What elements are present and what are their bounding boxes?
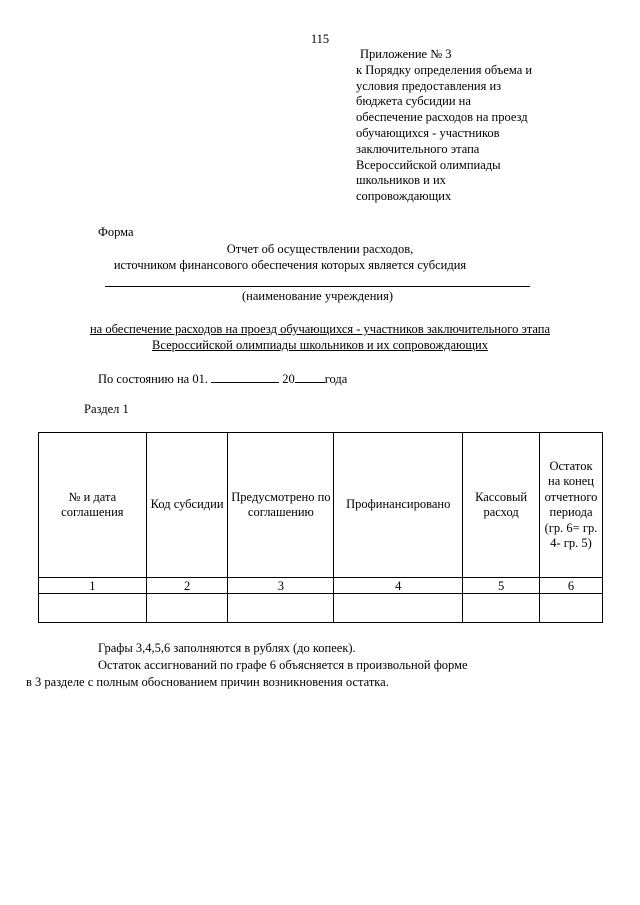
- empty-cell: [334, 594, 463, 623]
- empty-cell: [146, 594, 228, 623]
- organization-caption: (наименование учреждения): [242, 289, 393, 303]
- page-number: 115: [310, 32, 330, 46]
- appendix-line: условия предоставления из: [356, 78, 502, 93]
- appendix-line: к Порядку определения объема и: [356, 62, 533, 77]
- empty-cell: [463, 594, 540, 623]
- as-of-suffix: года: [324, 372, 348, 386]
- empty-cell: [540, 594, 603, 623]
- year-blank: [295, 370, 325, 383]
- appendix-line: обеспечение расходов на проезд: [356, 110, 528, 125]
- column-number: 5: [463, 578, 540, 594]
- report-purpose: [0, 321, 640, 353]
- report-title: [0, 241, 640, 273]
- empty-cell: [39, 594, 147, 623]
- header-planned: Предусмотрено по соглашению: [228, 433, 334, 578]
- column-number-row: [39, 578, 603, 594]
- header-balance: Остаток на конец отчетного периода (гр. 6= гр. 4- гр. 5): [540, 433, 603, 578]
- as-of-prefix: По состоянию на 01.: [98, 372, 208, 386]
- header-cash-expense: Кассовый расход: [463, 433, 540, 578]
- appendix-line: бюджета субсидии на: [356, 94, 471, 109]
- note-line3: в 3 разделе с полным обоснованием причин возникновения остатка.: [26, 675, 389, 689]
- day-month-blank: [211, 370, 279, 383]
- header-subsidy-code: Код субсидии: [146, 433, 228, 578]
- appendix-line: школьников и их: [356, 173, 446, 188]
- table-row: [39, 594, 603, 623]
- header-agreement: № и дата соглашения: [39, 433, 147, 578]
- purpose-line2: Всероссийской олимпиады школьников и их сопровождающих: [152, 338, 488, 352]
- as-of-date: [98, 370, 347, 387]
- column-number: 3: [228, 578, 334, 594]
- section-label: Раздел 1: [84, 402, 129, 416]
- note-line1: Графы 3,4,5,6 заполняются в рублях (до копеек).: [98, 641, 356, 655]
- notes: [0, 640, 640, 691]
- table-header-row: [39, 433, 603, 578]
- form-label: Форма: [98, 225, 134, 239]
- purpose-line1: на обеспечение расходов на проезд обучающихся - участников заключительного этапа: [89, 322, 551, 336]
- note-line2: Остаток ассигнований по графе 6 объясняется в произвольной форме: [98, 658, 468, 672]
- column-number: 6: [540, 578, 603, 594]
- organization-name-line: [105, 286, 530, 287]
- appendix-block: [356, 47, 566, 205]
- as-of-year: 20: [282, 372, 295, 386]
- report-title-line2: источником финансового обеспечения которых является субсидия: [113, 258, 467, 272]
- appendix-line: Всероссийской олимпиады: [356, 157, 501, 172]
- column-number: 4: [334, 578, 463, 594]
- column-number: 1: [39, 578, 147, 594]
- report-table: [38, 432, 603, 623]
- appendix-line: сопровождающих: [356, 189, 452, 204]
- empty-cell: [228, 594, 334, 623]
- appendix-line: Приложение № 3: [360, 47, 452, 61]
- report-title-line1: Отчет об осуществлении расходов,: [226, 242, 414, 256]
- appendix-line: заключительного этапа: [356, 141, 480, 156]
- header-financed: Профинансировано: [334, 433, 463, 578]
- appendix-line: обучающихся - участников: [356, 125, 500, 140]
- column-number: 2: [146, 578, 228, 594]
